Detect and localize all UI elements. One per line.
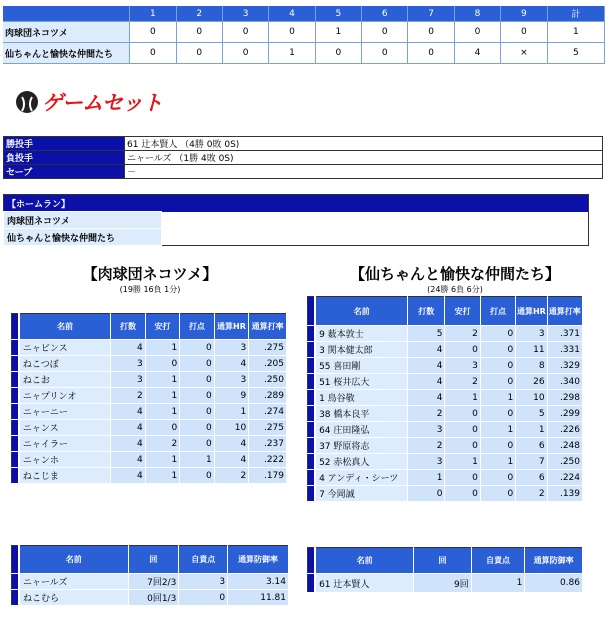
score-inning-cell: 0 (315, 43, 361, 64)
batting-stat-cell: 0 (480, 406, 515, 422)
batting-stat-cell: .237 (249, 436, 287, 452)
row-marker (12, 388, 19, 404)
pitching-header-cell: 名前 (315, 548, 414, 574)
batting-player-name: 52 赤松真人 (315, 454, 408, 470)
batting-stat-cell: .329 (547, 358, 582, 374)
pitching-row (308, 574, 583, 593)
batting-stat-cell: 3 (111, 356, 145, 372)
homerun-list-left (162, 212, 589, 229)
batting-stat-cell: 4 (408, 358, 445, 374)
batting-header-cell: 通算打率 (547, 297, 582, 326)
batting-player-name: ニャビンス (19, 340, 111, 356)
batting-player-name: 1 鳥谷敬 (315, 390, 408, 406)
batting-stat-cell: 1 (145, 340, 179, 356)
pitching-stat-cell: 9回 (414, 574, 472, 593)
score-row (3, 43, 605, 64)
batting-stat-cell: 0 (445, 422, 480, 438)
batting-player-name: 9 薮本敦士 (315, 326, 408, 342)
batting-stat-cell: .299 (547, 406, 582, 422)
pitching-stat-cell: 0回1/3 (128, 590, 179, 606)
row-marker (12, 356, 19, 372)
row-marker (12, 468, 19, 484)
batting-stat-cell: 2 (145, 436, 179, 452)
pitching-header-cell: 名前 (19, 546, 128, 574)
row-marker (12, 574, 19, 590)
batting-stat-cell: .331 (547, 342, 582, 358)
row-marker (308, 470, 316, 486)
batting-row (12, 452, 287, 468)
pitching-stat-cell: 1 (471, 574, 525, 593)
batting-stat-cell: 3 (516, 326, 547, 342)
header-marker (308, 548, 316, 574)
batting-row (12, 356, 287, 372)
homerun-table (3, 194, 589, 246)
batting-stat-cell: 10 (516, 390, 547, 406)
score-total-cell: 1 (547, 22, 604, 43)
score-inning-cell: 0 (176, 43, 222, 64)
batting-stat-cell: .224 (547, 470, 582, 486)
homerun-team-left: 肉球団ネコツメ (4, 212, 162, 229)
score-header-cell (3, 6, 130, 22)
score-team-name: 肉球団ネコツメ (3, 22, 130, 43)
batting-stat-cell: 1 (480, 390, 515, 406)
batting-stat-cell: 0 (180, 436, 214, 452)
batting-player-name: ニャーニー (19, 404, 111, 420)
left-team-title: 【肉球団ネコツメ】 (82, 265, 218, 283)
batting-header-cell: 打点 (480, 297, 515, 326)
batting-stat-cell: .139 (547, 486, 582, 502)
batting-stat-cell: .226 (547, 422, 582, 438)
left-pitching-table (11, 545, 289, 606)
row-marker (308, 438, 316, 454)
score-inning-cell: 1 (269, 43, 315, 64)
score-header-cell: 5 (315, 6, 361, 22)
batting-stat-cell: 3 (408, 454, 445, 470)
score-header-cell: 8 (454, 6, 500, 22)
score-inning-cell: 0 (501, 22, 547, 43)
pitching-row (12, 574, 289, 590)
batting-stat-cell: .275 (249, 340, 287, 356)
result-row (4, 137, 603, 151)
pitching-player-name: 61 辻本賢人 (315, 574, 414, 593)
row-marker (308, 390, 316, 406)
batting-row (12, 468, 287, 484)
batting-stat-cell: 4 (214, 356, 249, 372)
batting-stat-cell: .250 (249, 372, 287, 388)
batting-stat-cell: 0 (445, 486, 480, 502)
batting-stat-cell: .371 (547, 326, 582, 342)
batting-row (12, 420, 287, 436)
score-row (3, 22, 605, 43)
batting-row (308, 358, 583, 374)
batting-stat-cell: 0 (408, 486, 445, 502)
batting-stat-cell: .205 (249, 356, 287, 372)
score-inning-cell: 0 (362, 22, 408, 43)
row-marker (308, 422, 316, 438)
homerun-team-right: 仙ちゃんと愉快な仲間たち (4, 229, 162, 246)
batting-header-cell: 打数 (408, 297, 445, 326)
batting-player-name: 3 関本健太郎 (315, 342, 408, 358)
batting-stat-cell: 2 (516, 486, 547, 502)
row-marker (308, 486, 316, 502)
batting-player-name: ニャイラー (19, 436, 111, 452)
batting-player-name: 7 今岡誠 (315, 486, 408, 502)
score-header-cell: 2 (176, 6, 222, 22)
batting-stat-cell: 2 (445, 374, 480, 390)
batting-stat-cell: 0 (480, 374, 515, 390)
pitching-stat-cell: 3 (179, 574, 228, 590)
row-marker (12, 452, 19, 468)
homerun-title: 【ホームラン】 (4, 195, 589, 212)
batting-stat-cell: 4 (111, 452, 145, 468)
batting-stat-cell: 8 (516, 358, 547, 374)
pitching-header-row (12, 546, 289, 574)
batting-player-name: ねこじま (19, 468, 111, 484)
batting-header-row (12, 314, 287, 340)
batting-stat-cell: 3 (214, 340, 249, 356)
batting-stat-cell: .340 (547, 374, 582, 390)
gameset-banner (16, 89, 162, 115)
batting-stat-cell: 0 (480, 470, 515, 486)
batting-player-name: ニャンス (19, 420, 111, 436)
batting-stat-cell: 4 (111, 340, 145, 356)
pitching-stat-cell: 7回2/3 (128, 574, 179, 590)
header-marker (12, 314, 19, 340)
pitching-header-cell: 通算防御率 (525, 548, 583, 574)
batting-player-name: 37 野原将志 (315, 438, 408, 454)
batting-stat-cell: .250 (547, 454, 582, 470)
batting-header-cell: 通算打率 (249, 314, 287, 340)
pitching-stat-cell: 0.86 (525, 574, 583, 593)
row-marker (308, 454, 316, 470)
result-label: 勝投手 (4, 137, 125, 151)
row-marker (12, 340, 19, 356)
result-row (4, 165, 603, 179)
batting-player-name: ニャンホ (19, 452, 111, 468)
pitching-player-name: ねこむら (19, 590, 128, 606)
score-header-cell: 6 (362, 6, 408, 22)
batting-stat-cell: 4 (111, 420, 145, 436)
score-inning-cell: 0 (176, 22, 222, 43)
batting-stat-cell: 1 (408, 470, 445, 486)
batting-row (308, 422, 583, 438)
pitching-player-name: ニャールズ (19, 574, 128, 590)
result-value: ニャールズ （1勝 4敗 0S) (125, 151, 603, 165)
batting-player-name: 38 橋本良平 (315, 406, 408, 422)
batting-player-name: 55 喜田剛 (315, 358, 408, 374)
batting-stat-cell: 4 (408, 390, 445, 406)
score-header-cell: 9 (501, 6, 547, 22)
pitching-header-cell: 回 (128, 546, 179, 574)
batting-player-name: 64 庄田隆弘 (315, 422, 408, 438)
result-value: － (125, 165, 603, 179)
pitcher-results (3, 136, 603, 179)
batting-header-cell: 安打 (145, 314, 179, 340)
batting-stat-cell: 2 (214, 468, 249, 484)
batting-row (308, 326, 583, 342)
batting-stat-cell: .289 (249, 388, 287, 404)
pitching-header-cell: 自責点 (179, 546, 228, 574)
row-marker (308, 326, 316, 342)
score-inning-cell: 1 (315, 22, 361, 43)
batting-stat-cell: 0 (480, 342, 515, 358)
pitching-header-cell: 通算防御率 (228, 546, 289, 574)
batting-stat-cell: 1 (214, 404, 249, 420)
batting-stat-cell: 3 (445, 358, 480, 374)
pitching-header-cell: 回 (414, 548, 472, 574)
batting-stat-cell: 11 (516, 342, 547, 358)
batting-player-name: ねこつぼ (19, 356, 111, 372)
batting-header-cell: 通算HR (214, 314, 249, 340)
row-marker (308, 342, 316, 358)
score-inning-cell: 0 (222, 22, 268, 43)
batting-stat-cell: 2 (445, 326, 480, 342)
batting-stat-cell: 2 (408, 438, 445, 454)
batting-header-cell: 名前 (19, 314, 111, 340)
batting-stat-cell: 1 (145, 404, 179, 420)
batting-stat-cell: .248 (547, 438, 582, 454)
batting-stat-cell: 5 (408, 326, 445, 342)
score-inning-cell: 0 (362, 43, 408, 64)
batting-stat-cell: 0 (180, 340, 214, 356)
batting-row (12, 340, 287, 356)
row-marker (12, 420, 19, 436)
batting-row (308, 390, 583, 406)
result-label: セーブ (4, 165, 125, 179)
row-marker (12, 436, 19, 452)
batting-stat-cell: 0 (445, 406, 480, 422)
batting-stat-cell: 3 (111, 372, 145, 388)
batting-stat-cell: 5 (516, 406, 547, 422)
batting-row (12, 404, 287, 420)
batting-stat-cell: 4 (111, 404, 145, 420)
batting-stat-cell: 4 (111, 468, 145, 484)
result-label: 負投手 (4, 151, 125, 165)
gameset-text: ゲームセット (42, 91, 162, 115)
score-header-cell: 計 (547, 6, 604, 22)
row-marker (12, 590, 19, 606)
batting-row (12, 436, 287, 452)
row-marker (308, 406, 316, 422)
batting-stat-cell: 3 (214, 372, 249, 388)
batting-header-cell: 安打 (445, 297, 480, 326)
batting-stat-cell: 0 (445, 342, 480, 358)
result-row (4, 151, 603, 165)
batting-stat-cell: 2 (111, 388, 145, 404)
batting-stat-cell: 0 (145, 420, 179, 436)
left-batting-table (11, 313, 287, 484)
batting-row (308, 374, 583, 390)
batting-header-cell: 打点 (180, 314, 214, 340)
batting-row (12, 372, 287, 388)
batting-stat-cell: 4 (111, 436, 145, 452)
score-header-cell: 7 (408, 6, 454, 22)
batting-stat-cell: 1 (180, 452, 214, 468)
batting-stat-cell: 4 (214, 452, 249, 468)
pitching-stat-cell: 0 (179, 590, 228, 606)
batting-header-cell: 打数 (111, 314, 145, 340)
score-header-cell: 4 (269, 6, 315, 22)
batting-stat-cell: 6 (516, 438, 547, 454)
batting-row (308, 406, 583, 422)
batting-stat-cell: 1 (480, 454, 515, 470)
batting-stat-cell: 0 (180, 372, 214, 388)
batting-stat-cell: .298 (547, 390, 582, 406)
score-inning-cell: 0 (408, 43, 454, 64)
batting-stat-cell: 1 (516, 422, 547, 438)
batting-stat-cell: 6 (516, 470, 547, 486)
batting-row (308, 438, 583, 454)
batting-stat-cell: 0 (480, 438, 515, 454)
batting-row (308, 486, 583, 502)
batting-player-name: 51 桜井広大 (315, 374, 408, 390)
batting-player-name: ニャプリンオ (19, 388, 111, 404)
score-inning-cell: 4 (454, 43, 500, 64)
batting-stat-cell: .274 (249, 404, 287, 420)
row-marker (12, 372, 19, 388)
batting-stat-cell: 26 (516, 374, 547, 390)
header-marker (12, 546, 19, 574)
batting-stat-cell: 1 (145, 388, 179, 404)
row-marker (308, 358, 316, 374)
right-team-record: (24勝 6負 6分) (427, 285, 483, 294)
pitching-header-row (308, 548, 583, 574)
score-header-row (3, 6, 605, 22)
batting-stat-cell: 1 (145, 468, 179, 484)
batting-stat-cell: 0 (480, 358, 515, 374)
batting-header-cell: 通算HR (516, 297, 547, 326)
batting-stat-cell: 0 (480, 486, 515, 502)
batting-stat-cell: 0 (180, 468, 214, 484)
batting-stat-cell: 1 (445, 454, 480, 470)
batting-row (308, 342, 583, 358)
score-inning-cell: 0 (269, 22, 315, 43)
right-team-title: 【仙ちゃんと愉快な仲間たち】 (349, 265, 560, 283)
score-inning-cell: 0 (408, 22, 454, 43)
batting-stat-cell: .179 (249, 468, 287, 484)
batting-stat-cell: 0 (145, 356, 179, 372)
batting-row (308, 454, 583, 470)
batting-stat-cell: 1 (145, 372, 179, 388)
batting-stat-cell: 3 (408, 422, 445, 438)
score-header-cell: 1 (130, 6, 176, 22)
batting-header-row (308, 297, 583, 326)
batting-stat-cell: 10 (214, 420, 249, 436)
batting-stat-cell: 1 (480, 422, 515, 438)
batting-stat-cell: .222 (249, 452, 287, 468)
header-marker (308, 297, 316, 326)
score-inning-cell: 0 (454, 22, 500, 43)
batting-header-cell: 名前 (315, 297, 408, 326)
scoreboard (3, 6, 605, 64)
score-header-cell: 3 (222, 6, 268, 22)
score-inning-cell: 0 (130, 22, 176, 43)
batting-stat-cell: 9 (214, 388, 249, 404)
batting-stat-cell: 2 (408, 406, 445, 422)
batting-stat-cell: 0 (445, 438, 480, 454)
batting-stat-cell: 7 (516, 454, 547, 470)
batting-stat-cell: 0 (180, 388, 214, 404)
batting-player-name: ねこお (19, 372, 111, 388)
pitching-row (12, 590, 289, 606)
batting-stat-cell: .275 (249, 420, 287, 436)
score-inning-cell: 0 (222, 43, 268, 64)
batting-stat-cell: 0 (445, 470, 480, 486)
score-total-cell: 5 (547, 43, 604, 64)
batting-stat-cell: 0 (480, 326, 515, 342)
right-pitching-table (307, 547, 583, 593)
result-value: 61 辻本賢人 （4勝 0敗 0S) (125, 137, 603, 151)
pitching-stat-cell: 3.14 (228, 574, 289, 590)
batting-row (308, 470, 583, 486)
batting-player-name: 4 アンディ・シーツ (315, 470, 408, 486)
batting-stat-cell: 1 (445, 390, 480, 406)
right-batting-table (307, 296, 583, 502)
score-inning-cell: 0 (130, 43, 176, 64)
batting-stat-cell: 4 (408, 374, 445, 390)
batting-stat-cell: 1 (145, 452, 179, 468)
homerun-list-right (162, 229, 589, 246)
batting-stat-cell: 0 (180, 420, 214, 436)
score-inning-cell: × (501, 43, 547, 64)
batting-stat-cell: 4 (214, 436, 249, 452)
batting-stat-cell: 4 (408, 342, 445, 358)
row-marker (12, 404, 19, 420)
row-marker (308, 574, 316, 593)
baseball-icon (16, 91, 38, 113)
score-team-name: 仙ちゃんと愉快な仲間たち (3, 43, 130, 64)
row-marker (308, 374, 316, 390)
batting-row (12, 388, 287, 404)
batting-stat-cell: 0 (180, 356, 214, 372)
pitching-stat-cell: 11.81 (228, 590, 289, 606)
batting-stat-cell: 0 (180, 404, 214, 420)
pitching-header-cell: 自責点 (471, 548, 525, 574)
left-team-record: (19勝 16負 1分) (119, 285, 181, 294)
